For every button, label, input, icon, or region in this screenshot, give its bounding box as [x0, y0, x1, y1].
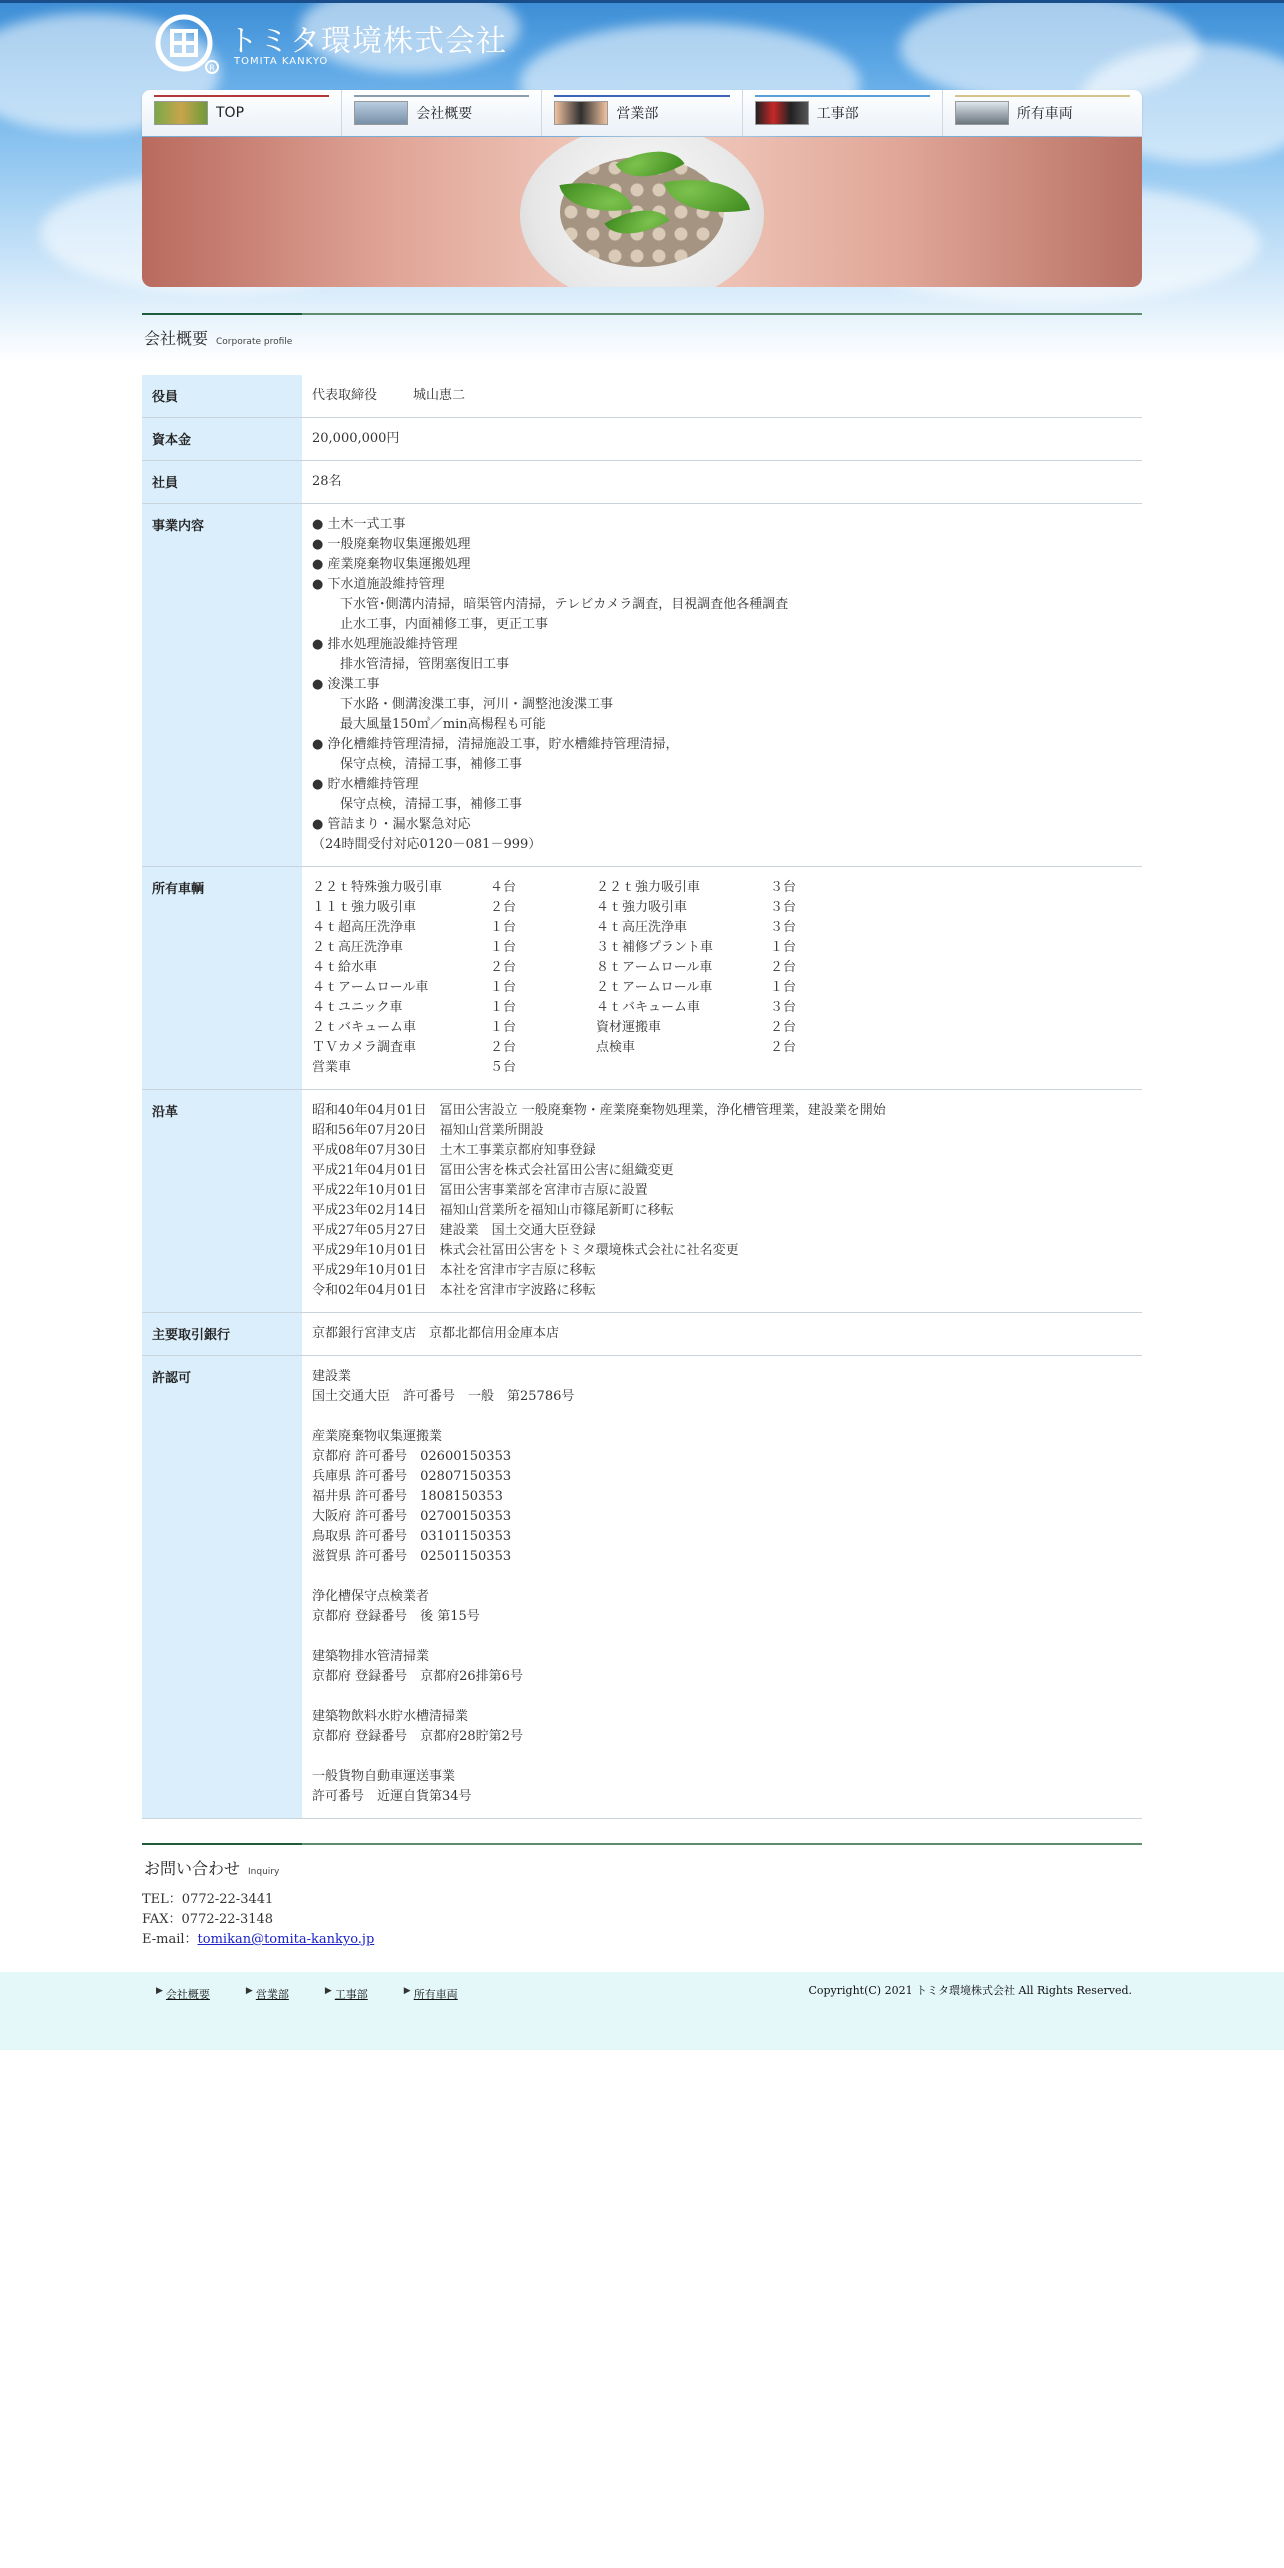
business-line: ● 土木一式工事	[312, 517, 406, 532]
license-line: 建築物排水管清掃業	[312, 1649, 430, 1664]
handshake-thumbnail-icon	[554, 101, 608, 125]
vehicle-name: ４ｔバキューム車	[596, 1000, 701, 1015]
truck-thumbnail-icon	[955, 101, 1009, 125]
vehicle-count: ３台	[770, 880, 797, 895]
row-label-history: 沿革	[142, 1090, 302, 1313]
inquiry-divider	[142, 1843, 1142, 1845]
vehicle-count: １台	[490, 1000, 517, 1015]
license-line	[312, 1627, 1132, 1647]
business-line: 排水管清掃，管閉塞復旧工事	[340, 657, 510, 672]
vehicle-count: ３台	[770, 900, 797, 915]
nav-top-label: TOP	[216, 105, 245, 121]
business-line: ● 浄化槽維持管理清掃，清掃施設工事，貯水槽維持管理清掃，	[312, 737, 679, 752]
vehicle-name: １１ｔ強力吸引車	[312, 900, 417, 915]
vehicle-count: １台	[490, 980, 517, 995]
business-line: 止水工事，内面補修工事，更正工事	[340, 617, 549, 632]
vehicle-count: ２台	[770, 960, 797, 975]
history-line: 平成22年10月01日 冨田公害事業部を宮津市吉原に設置	[312, 1183, 648, 1198]
vehicle-name: ３ｔ補修プラント車	[596, 940, 714, 955]
nav-construction[interactable]	[743, 90, 943, 136]
flower-thumbnail-icon	[154, 101, 208, 125]
business-line: 最大風量150㎥／min高楊程も可能	[340, 717, 546, 732]
triangle-right-icon: ▶	[403, 1986, 411, 1996]
license-line	[312, 1567, 1132, 1587]
footer-link-company[interactable]: 会社概要	[165, 1988, 210, 2001]
vehicle-count: １台	[490, 1020, 517, 1035]
vehicle-count: ２台	[490, 900, 517, 915]
history-line: 平成23年02月14日 福知山営業所を福知山市篠尾新町に移転	[312, 1203, 674, 1218]
table-row	[142, 418, 1142, 461]
vehicle-name	[596, 1058, 770, 1078]
license-line: 京都府 許可番号 02600150353	[312, 1449, 512, 1464]
table-row	[142, 1090, 1142, 1313]
table-row	[142, 504, 1142, 867]
nav-sales[interactable]	[542, 90, 742, 136]
officer-value: 代表取締役 城山恵二	[302, 375, 1142, 418]
history-line: 昭和40年04月01日 冨田公害設立 一般廃棄物・産業廃棄物処理業，浄化槽管理業，建設業を開始	[312, 1103, 886, 1118]
business-line: （24時間受付対応0120－081－999）	[312, 837, 542, 852]
vehicle-count: ３台	[770, 1000, 797, 1015]
business-line: 保守点検，清掃工事，補修工事	[340, 757, 523, 772]
tel-text: TEL：0772-22-3441	[142, 1892, 274, 1907]
vehicle-name: 資材運搬車	[596, 1020, 662, 1035]
vehicle-count: ２台	[770, 1040, 797, 1055]
license-line: 兵庫県 許可番号 02807150353	[312, 1469, 512, 1484]
vehicle-name: ４ｔ超高圧洗浄車	[312, 920, 417, 935]
table-row	[142, 1356, 1142, 1819]
license-line: 鳥取県 許可番号 03101150353	[312, 1529, 512, 1544]
vehicle-count: ３台	[770, 920, 797, 935]
section-subtitle: Corporate profile	[216, 337, 293, 347]
vehicle-name: ４ｔ高圧洗浄車	[596, 920, 688, 935]
license-line: 京都府 登録番号 京都府28貯第2号	[312, 1729, 523, 1744]
vehicle-count: ２台	[490, 960, 517, 975]
history-line: 平成21年04月01日 冨田公害を株式会社冨田公害に組織変更	[312, 1163, 674, 1178]
history-list	[302, 1090, 1142, 1313]
vehicle-list	[302, 867, 1142, 1090]
license-line: 福井県 許可番号 1808150353	[312, 1489, 503, 1504]
inquiry-subtitle: Inquiry	[248, 1867, 280, 1877]
license-line	[312, 1687, 1132, 1707]
inquiry-contact	[142, 1890, 374, 1950]
vehicle-grid	[312, 878, 1132, 1078]
history-line: 令和02年04月01日 本社を宮津市字波路に移転	[312, 1283, 596, 1298]
vehicle-count: １台	[490, 920, 517, 935]
history-line: 昭和56年07月20日 福知山営業所開設	[312, 1123, 544, 1138]
vehicle-count: １台	[770, 980, 797, 995]
section-divider	[142, 313, 1142, 315]
fax-text: FAX：0772-22-3148	[142, 1912, 274, 1927]
history-line: 平成29年10月01日 株式会社冨田公害をトミタ環境株式会社に社名変更	[312, 1243, 739, 1258]
vehicle-name: ２ｔアームロール車	[596, 980, 713, 995]
footer-links	[156, 1986, 494, 2002]
inquiry-title: お問い合わせ Inquiry	[144, 1859, 280, 1878]
bank-value: 京都銀行宮津支店 京都北都信用金庫本店	[302, 1313, 1142, 1356]
vehicle-count: １台	[770, 940, 797, 955]
vehicle-name: ２ｔ高圧洗浄車	[312, 940, 404, 955]
vehicle-count: ５台	[490, 1060, 517, 1075]
brand-subtitle: TOMITA KANKYO	[234, 56, 329, 67]
license-line: 建設業	[312, 1369, 352, 1384]
row-label-vehicles: 所有車輌	[142, 867, 302, 1090]
license-line: 許可番号 近運自貨第34号	[312, 1789, 472, 1804]
nav-company-label: 会社概要	[416, 106, 473, 122]
vehicle-name: ２ｔバキューム車	[312, 1020, 417, 1035]
capital-value: 20,000,000円	[302, 418, 1142, 461]
history-line: 平成27年05月27日 建設業 国土交通大臣登録	[312, 1223, 596, 1238]
brand-name: トミタ環境株式会社	[228, 24, 507, 59]
vehicle-count: １台	[490, 940, 517, 955]
history-line: 平成08年07月30日 土木工事業京都府知事登録	[312, 1143, 596, 1158]
license-line: 大阪府 許可番号 02700150353	[312, 1509, 512, 1524]
vehicle-name: ４ｔ強力吸引車	[596, 900, 688, 915]
company-profile-table	[142, 375, 1142, 1819]
table-row	[142, 375, 1142, 418]
row-label-license: 許認可	[142, 1356, 302, 1819]
row-label-bank: 主要取引銀行	[142, 1313, 302, 1356]
vehicle-count: ２台	[490, 1040, 517, 1055]
footer-link-vehicles[interactable]: 所有車両	[413, 1988, 458, 2001]
building-thumbnail-icon	[354, 101, 408, 125]
vehicle-count: ２台	[770, 1020, 797, 1035]
triangle-right-icon: ▶	[245, 1986, 253, 1996]
nav-vehicles-label: 所有車両	[1016, 106, 1073, 122]
business-line: 下水路・側溝浚渫工事，河川・調整池浚渫工事	[340, 697, 614, 712]
email-row	[142, 1930, 374, 1950]
section-title: 会社概要 Corporate profile	[144, 329, 293, 348]
email-link[interactable]: tomikan@tomita-kankyo.jp	[197, 1932, 375, 1947]
license-line	[312, 1407, 1132, 1427]
worker-thumbnail-icon	[755, 101, 809, 125]
vehicle-name: ２２ｔ特殊強力吸引車	[312, 880, 443, 895]
triangle-right-icon: ▶	[156, 1986, 163, 1996]
license-line: 産業廃棄物収集運搬業	[312, 1429, 443, 1444]
business-line: 下水管･側溝内清掃，暗渠管内清掃，テレビカメラ調査，目視調査他各種調査	[340, 597, 789, 612]
vehicle-name: 営業車	[312, 1060, 352, 1075]
vehicle-name: ４ｔユニック車	[312, 1000, 403, 1015]
hero-image-plant-in-hands	[142, 137, 1142, 287]
footer-link-sales[interactable]: 営業部	[255, 1988, 289, 2001]
license-list	[302, 1356, 1142, 1819]
nav-vehicles[interactable]	[943, 90, 1142, 136]
business-line: ● 浚渫工事	[312, 677, 380, 692]
footer	[0, 1972, 1284, 2050]
business-line: ● 一般廃棄物収集運搬処理	[312, 537, 471, 552]
vehicle-name: ＴＶカメラ調査車	[312, 1040, 417, 1055]
vehicle-name: ４ｔ給水車	[312, 960, 378, 975]
footer-link-construction[interactable]: 工事部	[334, 1988, 368, 2001]
vehicle-name: ２２ｔ強力吸引車	[596, 880, 701, 895]
nav-sales-label: 営業部	[616, 106, 659, 122]
business-line: ● 産業廃棄物収集運搬処理	[312, 557, 471, 572]
table-row	[142, 461, 1142, 504]
license-line: 一般貨物自動車運送事業	[312, 1769, 456, 1784]
license-line: 建築物飲料水貯水槽清掃業	[312, 1709, 469, 1724]
license-line: 滋賀県 許可番号 02501150353	[312, 1549, 512, 1564]
license-line	[312, 1747, 1132, 1767]
business-line: ● 管詰まり・漏水緊急対応	[312, 817, 471, 832]
row-label-staff: 社員	[142, 461, 302, 504]
business-list	[302, 504, 1142, 867]
vehicle-count: ４台	[490, 880, 517, 895]
license-line: 浄化槽保守点検業者	[312, 1589, 430, 1604]
business-line: ● 貯水槽維持管理	[312, 777, 419, 792]
vehicle-name: ８ｔアームロール車	[596, 960, 713, 975]
row-label-officer: 役員	[142, 375, 302, 418]
business-line: ● 下水道施設維持管理	[312, 577, 445, 592]
row-label-business: 事業内容	[142, 504, 302, 867]
nav-company[interactable]	[342, 90, 542, 136]
triangle-right-icon: ▶	[324, 1986, 332, 1996]
copyright: Copyright(C) 2021 トミタ環境株式会社 All Rights Reserved.	[808, 1984, 1132, 1997]
license-line: 京都府 登録番号 後 第15号	[312, 1609, 480, 1624]
row-label-capital: 資本金	[142, 418, 302, 461]
email-label: E-mail：	[142, 1932, 198, 1947]
license-line: 国土交通大臣 許可番号 一般 第25786号	[312, 1389, 575, 1404]
business-line: 保守点検，清掃工事，補修工事	[340, 797, 523, 812]
main-nav	[142, 90, 1142, 136]
vehicle-name: ４ｔアームロール車	[312, 980, 429, 995]
business-line: ● 排水処理施設維持管理	[312, 637, 458, 652]
history-line: 平成29年10月01日 本社を宮津市字吉原に移転	[312, 1263, 596, 1278]
license-line: 京都府 登録番号 京都府26排第6号	[312, 1669, 523, 1684]
staff-value: 28名	[302, 461, 1142, 504]
svg-text:R: R	[209, 63, 215, 73]
vehicle-count	[770, 1058, 850, 1078]
nav-top[interactable]	[142, 90, 342, 136]
table-row	[142, 1313, 1142, 1356]
company-logo-icon[interactable]	[155, 14, 221, 76]
vehicle-name: 点検車	[596, 1040, 636, 1055]
table-row	[142, 867, 1142, 1090]
nav-construction-label: 工事部	[816, 106, 859, 122]
